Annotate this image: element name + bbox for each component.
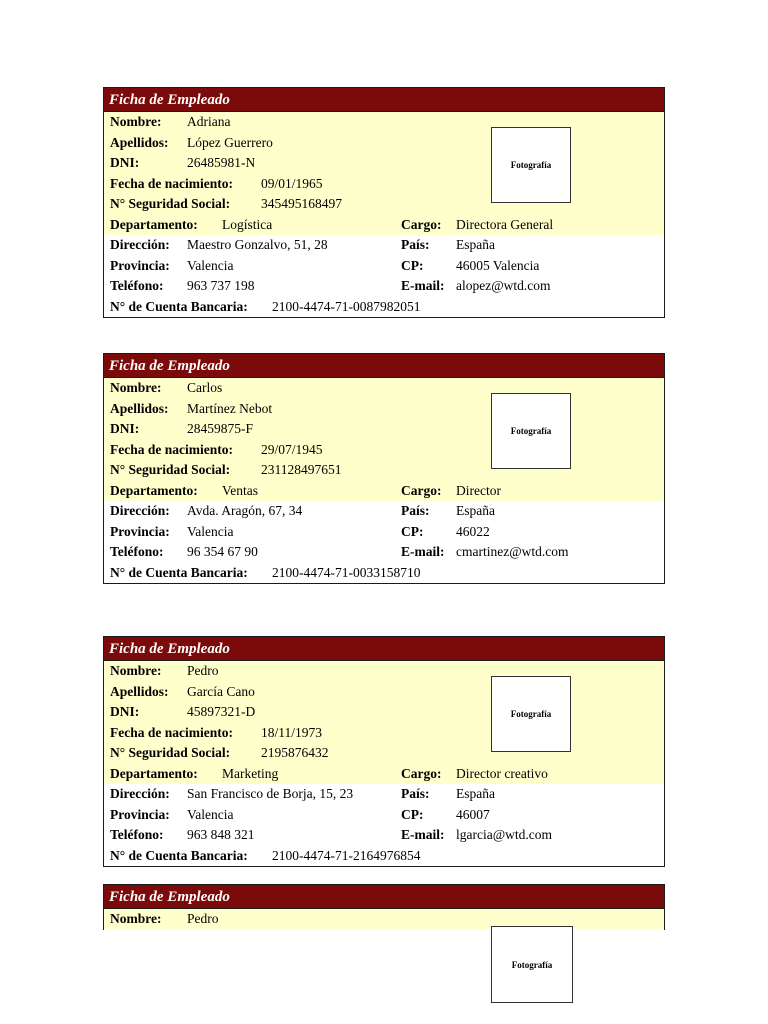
cuenta-value: 2100-4474-71-2164976854 (272, 847, 421, 863)
cuenta-label: N° de Cuenta Bancaria: (110, 298, 248, 314)
cuenta-label: N° de Cuenta Bancaria: (110, 847, 248, 863)
photo-placeholder: Fotografía (491, 676, 571, 752)
departamento-label: Departamento: (110, 216, 198, 232)
personal-section (104, 378, 664, 501)
pais-label: País: (401, 503, 430, 518)
fecha-label: Fecha de nacimiento: (110, 441, 233, 457)
pais-value: España (456, 237, 495, 252)
cuenta-value: 2100-4474-71-0033158710 (272, 564, 421, 580)
apellidos-label: Apellidos: (110, 683, 169, 699)
card-title: Ficha de Empleado (104, 354, 664, 378)
cargo-label: Cargo: (401, 482, 442, 498)
telefono-value: 963 737 198 (187, 278, 255, 293)
dni-label: DNI: (110, 704, 140, 719)
email-value: lgarcia@wtd.com (456, 827, 553, 842)
apellidos-value: López Guerrero (187, 134, 273, 150)
dni-label: DNI: (110, 421, 140, 436)
email-value: alopez@wtd.com (456, 278, 551, 293)
direccion-value: San Francisco de Borja, 15, 23 (187, 786, 354, 801)
fecha-value: 29/07/1945 (261, 441, 323, 457)
nombre-value: Pedro (187, 663, 219, 678)
employee-card (103, 636, 665, 867)
ss-label: N° Seguridad Social: (110, 196, 231, 211)
pais-label: País: (401, 237, 430, 252)
dni-value: 28459875-F (187, 421, 254, 436)
fecha-label: Fecha de nacimiento: (110, 724, 233, 740)
email-label: E-mail: (401, 278, 445, 293)
departamento-value: Ventas (222, 482, 258, 498)
nombre-value: Pedro (187, 911, 219, 926)
departamento-value: Logística (222, 216, 273, 232)
ss-value: 345495168497 (261, 196, 342, 211)
photo-placeholder: Fotografía (491, 926, 573, 1003)
telefono-label: Teléfono: (110, 544, 164, 559)
direccion-value: Maestro Gonzalvo, 51, 28 (187, 237, 328, 252)
dni-value: 26485981-N (187, 155, 256, 170)
fecha-label: Fecha de nacimiento: (110, 175, 233, 191)
direccion-label: Dirección: (110, 237, 170, 252)
contact-section (104, 784, 664, 866)
nombre-value: Carlos (187, 380, 223, 395)
email-label: E-mail: (401, 827, 445, 842)
telefono-value: 96 354 67 90 (187, 544, 258, 559)
direccion-label: Dirección: (110, 786, 170, 801)
dni-value: 45897321-D (187, 704, 256, 719)
departamento-value: Marketing (222, 765, 279, 781)
nombre-value: Adriana (187, 114, 231, 129)
employee-card (103, 87, 665, 318)
dni-label: DNI: (110, 155, 140, 170)
email-value: cmartinez@wtd.com (456, 544, 569, 559)
nombre-label: Nombre: (110, 663, 162, 678)
personal-section (104, 112, 664, 235)
card-title: Ficha de Empleado (104, 88, 664, 112)
contact-section (104, 235, 664, 317)
cp-label: CP: (401, 257, 424, 273)
card-title: Ficha de Empleado (104, 885, 664, 909)
ss-label: N° Seguridad Social: (110, 462, 231, 477)
telefono-label: Teléfono: (110, 827, 164, 842)
apellidos-value: Martínez Nebot (187, 400, 273, 416)
ss-label: N° Seguridad Social: (110, 745, 231, 760)
cp-value: 46005 Valencia (456, 257, 540, 273)
apellidos-value: García Cano (187, 683, 255, 699)
cp-value: 46007 (456, 806, 490, 822)
email-label: E-mail: (401, 544, 445, 559)
employee-card (103, 353, 665, 584)
card-title: Ficha de Empleado (104, 637, 664, 661)
photo-placeholder: Fotografía (491, 127, 571, 203)
contact-section (104, 501, 664, 583)
personal-section (104, 661, 664, 784)
cuenta-value: 2100-4474-71-0087982051 (272, 298, 421, 314)
pais-value: España (456, 503, 495, 518)
departamento-label: Departamento: (110, 482, 198, 498)
pais-value: España (456, 786, 495, 801)
telefono-label: Teléfono: (110, 278, 164, 293)
nombre-label: Nombre: (110, 380, 162, 395)
pais-label: País: (401, 786, 430, 801)
ss-value: 2195876432 (261, 745, 329, 760)
direccion-label: Dirección: (110, 503, 170, 518)
provincia-value: Valencia (187, 257, 234, 273)
cargo-label: Cargo: (401, 765, 442, 781)
nombre-label: Nombre: (110, 911, 162, 926)
cp-value: 46022 (456, 523, 490, 539)
fecha-value: 18/11/1973 (261, 724, 323, 740)
cp-label: CP: (401, 806, 424, 822)
direccion-value: Avda. Aragón, 67, 34 (187, 503, 303, 518)
cargo-value: Director creativo (456, 765, 548, 781)
telefono-value: 963 848 321 (187, 827, 255, 842)
provincia-label: Provincia: (110, 806, 170, 822)
cuenta-label: N° de Cuenta Bancaria: (110, 564, 248, 580)
provincia-label: Provincia: (110, 523, 170, 539)
nombre-label: Nombre: (110, 114, 162, 129)
provincia-label: Provincia: (110, 257, 170, 273)
ss-value: 231128497651 (261, 462, 342, 477)
provincia-value: Valencia (187, 523, 234, 539)
cp-label: CP: (401, 523, 424, 539)
apellidos-label: Apellidos: (110, 400, 169, 416)
fecha-value: 09/01/1965 (261, 175, 323, 191)
provincia-value: Valencia (187, 806, 234, 822)
cargo-label: Cargo: (401, 216, 442, 232)
cargo-value: Directora General (456, 216, 554, 232)
cargo-value: Director (456, 482, 501, 498)
apellidos-label: Apellidos: (110, 134, 169, 150)
departamento-label: Departamento: (110, 765, 198, 781)
photo-placeholder: Fotografía (491, 393, 571, 469)
